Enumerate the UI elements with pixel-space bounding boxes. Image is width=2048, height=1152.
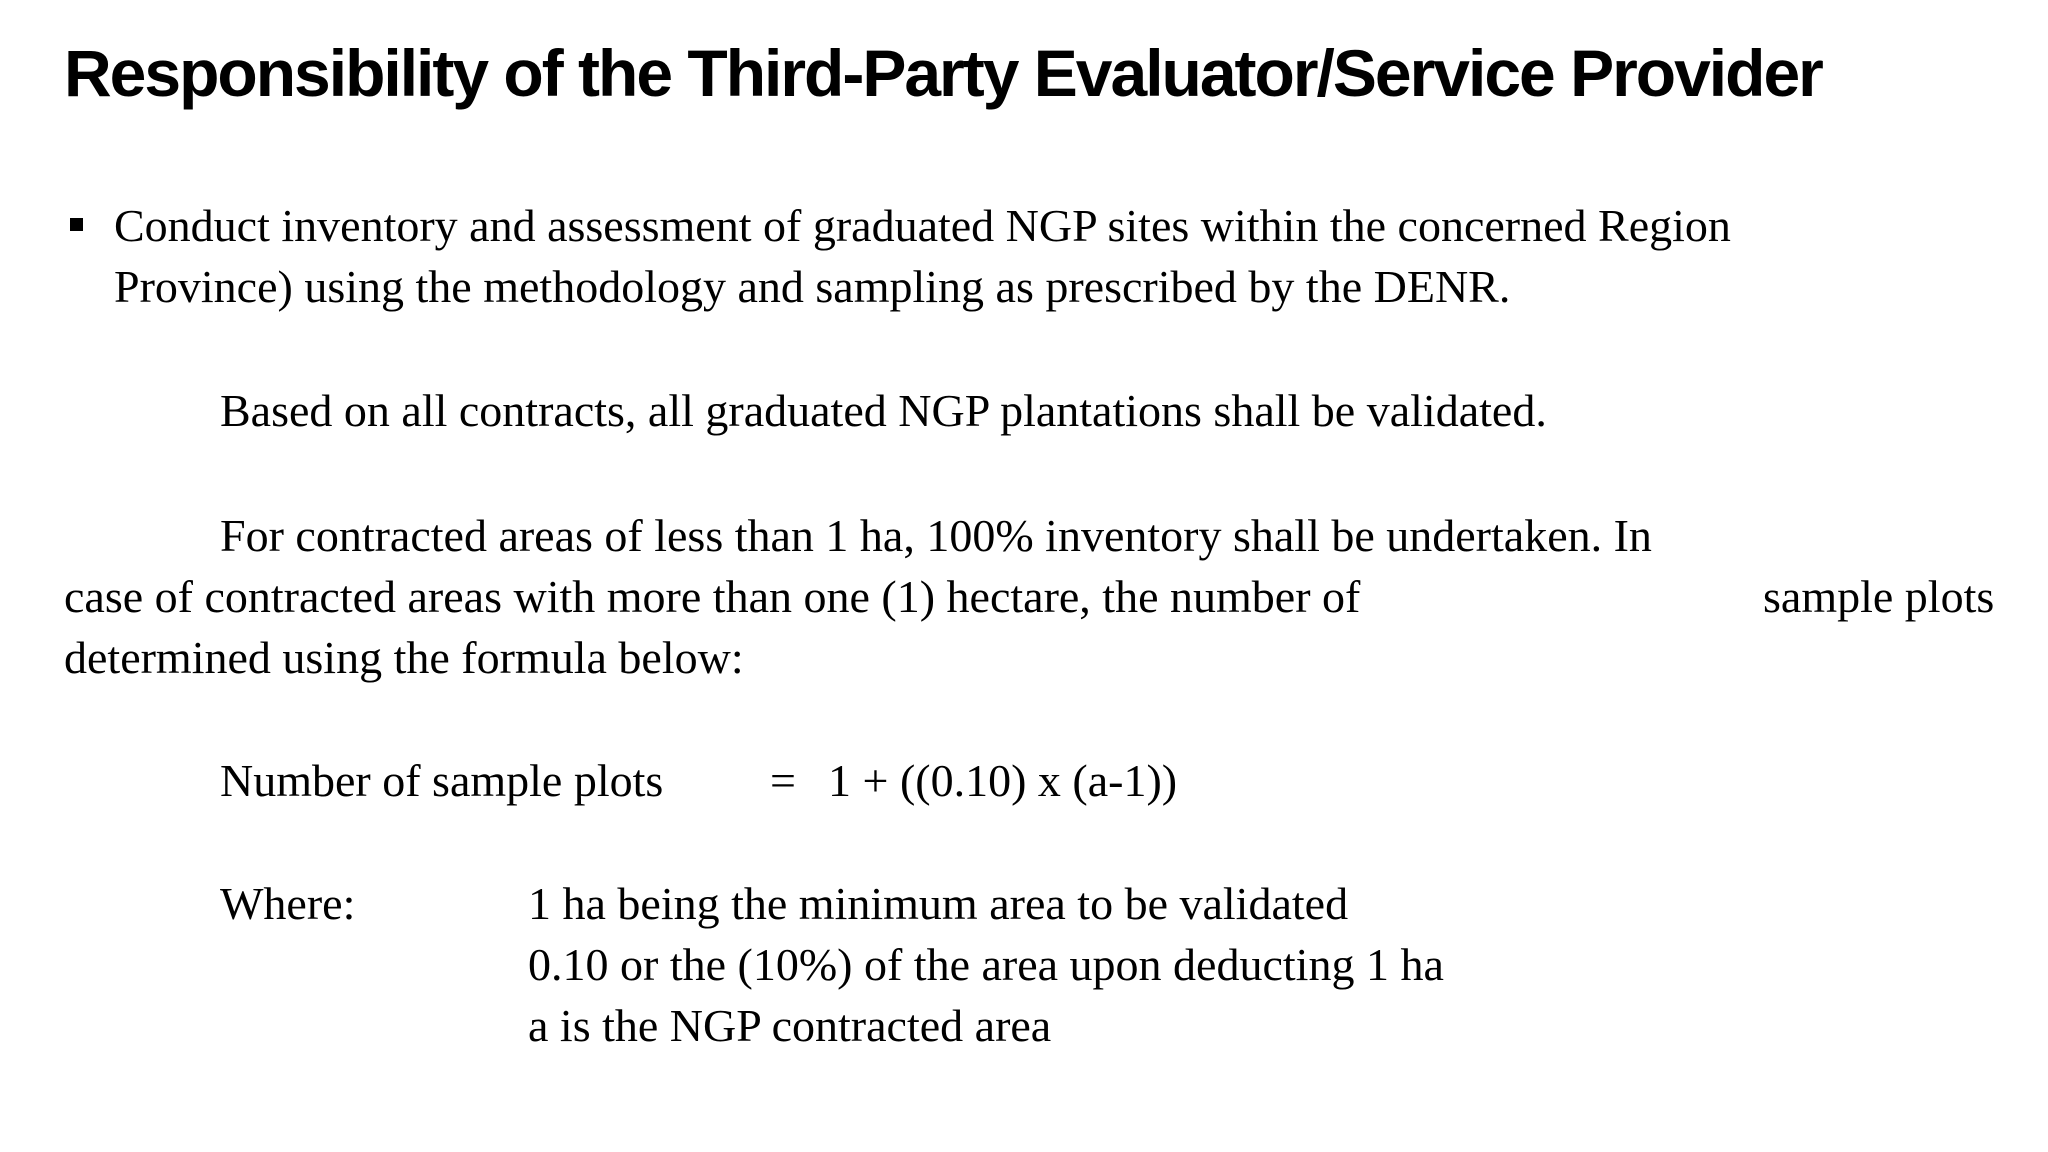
- where-definition: 0.10 or the (10%) of the area upon deducting 1 ha: [528, 939, 1444, 990]
- where-definition: 1 ha being the minimum area to be validated: [528, 878, 1349, 929]
- formula-expression: 1 + ((0.10) x (a-1)): [828, 755, 1178, 806]
- bullet-text-line-2: Province) using the methodology and sampling as prescribed by the DENR.: [114, 261, 1511, 312]
- paragraph-validation: Based on all contracts, all graduated NGP plantations shall be validated.: [220, 385, 1547, 436]
- paragraph-sampling-line-1: For contracted areas of less than 1 ha, 100% inventory shall be undertaken. In: [220, 510, 1652, 561]
- where-definition: a is the NGP contracted area: [528, 1000, 1052, 1051]
- paragraph-sampling-line-2-end: sample plots: [1763, 571, 1995, 622]
- paragraph-sampling-line-2: case of contracted areas with more than one (1) hectare, the number of: [64, 571, 1361, 622]
- formula-label: Number of sample plots: [220, 755, 664, 806]
- slide-title: Responsibility of the Third-Party Evaluator/Service Provider: [64, 36, 1822, 110]
- square-bullet-icon: [70, 218, 83, 231]
- where-label: Where:: [220, 878, 356, 929]
- formula-equals-sign: =: [770, 755, 796, 806]
- bullet-text-line-1: Conduct inventory and assessment of graduated NGP sites within the concerned Region: [114, 200, 1731, 251]
- paragraph-sampling-line-3: determined using the formula below:: [64, 632, 744, 683]
